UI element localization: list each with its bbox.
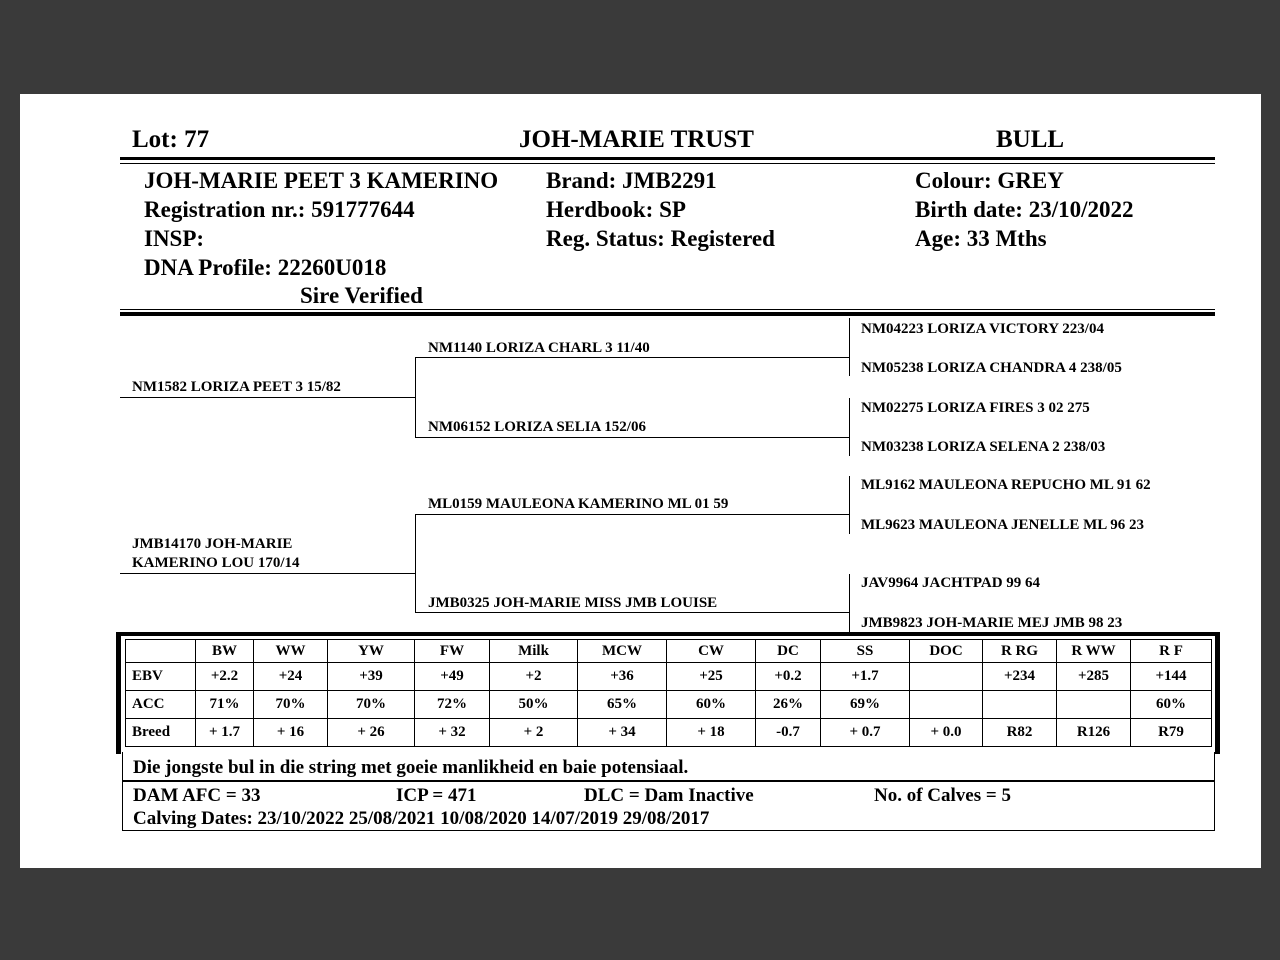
pedigree-sire: NM1582 LORIZA PEET 3 15/82: [132, 379, 341, 395]
pedigree-line: [849, 318, 850, 376]
dam-calves: No. of Calves = 5: [874, 785, 1011, 806]
breed-row-label: Breed: [126, 719, 196, 747]
breed-cell: + 16: [254, 719, 328, 747]
acc-cell: 65%: [578, 691, 667, 719]
acc-cell: 70%: [328, 691, 415, 719]
breed-cell: + 18: [667, 719, 756, 747]
pedigree-gg: JMB9823 JOH-MARIE MEJ JMB 98 23: [861, 615, 1123, 631]
ebv-cell: +234: [983, 663, 1057, 691]
pedigree-line: [849, 574, 850, 632]
ebv-header-cell: BW: [196, 640, 254, 663]
comment-text: Die jongste bul in die string met goeie manlikheid en baie potensiaal.: [133, 757, 689, 778]
acc-row-label: ACC: [126, 691, 196, 719]
herdbook: Herdbook: SP: [546, 197, 686, 222]
pedigree-dam-dam: JMB0325 JOH-MARIE MISS JMB LOUISE: [428, 595, 718, 611]
dna-profile: DNA Profile: 22260U018: [144, 255, 387, 280]
breed-cell: + 1.7: [196, 719, 254, 747]
pedigree-sire-dam: NM06152 LORIZA SELIA 152/06: [428, 419, 646, 435]
breed-cell: + 32: [415, 719, 490, 747]
pedigree-gg: ML9623 MAULEONA JENELLE ML 96 23: [861, 517, 1144, 533]
sire-verified: Sire Verified: [300, 283, 423, 308]
acc-cell: [910, 691, 983, 719]
info-rule-thick: [120, 312, 1215, 316]
pedigree-dam: KAMERINO LOU 170/14: [132, 555, 300, 571]
pedigree-line: [120, 397, 416, 398]
ebv-cell: +1.7: [821, 663, 910, 691]
pedigree-gg: NM05238 LORIZA CHANDRA 4 238/05: [861, 360, 1122, 376]
ebv-cell: [910, 663, 983, 691]
ebv-header-cell: FW: [415, 640, 490, 663]
acc-row: [126, 691, 1212, 719]
pedigree-dam: JMB14170 JOH-MARIE: [132, 536, 293, 552]
ebv-header-cell: Milk: [490, 640, 578, 663]
registration-number: Registration nr.: 591777644: [144, 197, 415, 222]
age: Age: 33 Mths: [915, 226, 1047, 251]
ebv-header-cell: YW: [328, 640, 415, 663]
pedigree-gg: NM03238 LORIZA SELENA 2 238/03: [861, 439, 1106, 455]
ebv-header-cell: R RG: [983, 640, 1057, 663]
lot-number: Lot: 77: [132, 126, 210, 153]
breed-row: [126, 719, 1212, 747]
pedigree-gg: ML9162 MAULEONA REPUCHO ML 91 62: [861, 477, 1151, 493]
ebv-header-cell: R WW: [1057, 640, 1131, 663]
dam-afc: DAM AFC = 33: [133, 785, 261, 806]
breeder-name: JOH-MARIE TRUST: [519, 126, 754, 153]
breed-cell: + 2: [490, 719, 578, 747]
pedigree-gg: NM04223 LORIZA VICTORY 223/04: [861, 321, 1104, 337]
ebv-header-cell: SS: [821, 640, 910, 663]
pedigree-line: [120, 573, 416, 574]
ebv-cell: +144: [1131, 663, 1212, 691]
animal-name: JOH-MARIE PEET 3 KAMERINO: [144, 168, 499, 193]
breed-cell: + 0.7: [821, 719, 910, 747]
ebv-cell: +0.2: [756, 663, 821, 691]
pedigree-line: [415, 437, 849, 438]
ebv-cell: +36: [578, 663, 667, 691]
pedigree-line: [849, 476, 850, 534]
pedigree-line: [415, 514, 416, 612]
breed-cell: R82: [983, 719, 1057, 747]
brand: Brand: JMB2291: [546, 168, 717, 193]
info-rule-thin: [120, 309, 1215, 310]
insp-label: INSP:: [144, 226, 205, 251]
breed-cell: + 26: [328, 719, 415, 747]
ebv-cell: +49: [415, 663, 490, 691]
pedigree-line: [415, 357, 416, 438]
acc-cell: 26%: [756, 691, 821, 719]
ebv-header-cell: WW: [254, 640, 328, 663]
colour: Colour: GREY: [915, 168, 1064, 193]
pedigree-gg: JAV9964 JACHTPAD 99 64: [861, 575, 1041, 591]
ebv-header-cell: MCW: [578, 640, 667, 663]
ebv-row-label: EBV: [126, 663, 196, 691]
ebv-header-cell: DOC: [910, 640, 983, 663]
ebv-row: [126, 663, 1212, 691]
breed-cell: R126: [1057, 719, 1131, 747]
breed-cell: + 0.0: [910, 719, 983, 747]
header-rule-thick: [120, 157, 1215, 160]
animal-sex: BULL: [996, 126, 1065, 153]
acc-cell: 71%: [196, 691, 254, 719]
breed-cell: -0.7: [756, 719, 821, 747]
calving-dates: Calving Dates: 23/10/2022 25/08/2021 10/08/2020 14/07/2019 29/08/2017: [133, 808, 710, 829]
acc-cell: 60%: [667, 691, 756, 719]
dam-icp: ICP = 471: [396, 785, 477, 806]
ebv-cell: +24: [254, 663, 328, 691]
breed-cell: R79: [1131, 719, 1212, 747]
reg-status: Reg. Status: Registered: [546, 226, 775, 251]
comment-box: [122, 752, 1215, 781]
dam-dlc: DLC = Dam Inactive: [584, 785, 754, 806]
ebv-header-cell: [126, 640, 196, 663]
dam-info-box: [122, 781, 1215, 831]
acc-cell: [983, 691, 1057, 719]
header-rule-thin: [120, 163, 1215, 164]
birth-date: Birth date: 23/10/2022: [915, 197, 1134, 222]
acc-cell: 70%: [254, 691, 328, 719]
breed-cell: + 34: [578, 719, 667, 747]
pedigree-line: [415, 612, 849, 613]
ebv-cell: +285: [1057, 663, 1131, 691]
acc-cell: 60%: [1131, 691, 1212, 719]
ebv-header-cell: CW: [667, 640, 756, 663]
pedigree-dam-sire: ML0159 MAULEONA KAMERINO ML 01 59: [428, 496, 729, 512]
acc-cell: 72%: [415, 691, 490, 719]
ebv-table: [125, 639, 1212, 747]
ebv-cell: +2.2: [196, 663, 254, 691]
ebv-header-row: [126, 640, 1212, 663]
pedigree-line: [849, 398, 850, 456]
ebv-cell: +39: [328, 663, 415, 691]
ebv-cell: +2: [490, 663, 578, 691]
pedigree-gg: NM02275 LORIZA FIRES 3 02 275: [861, 400, 1090, 416]
acc-cell: 50%: [490, 691, 578, 719]
ebv-header-cell: DC: [756, 640, 821, 663]
ebv-header-cell: R F: [1131, 640, 1212, 663]
pedigree-line: [415, 357, 849, 358]
ebv-cell: +25: [667, 663, 756, 691]
pedigree-sire-sire: NM1140 LORIZA CHARL 3 11/40: [428, 340, 650, 356]
acc-cell: 69%: [821, 691, 910, 719]
acc-cell: [1057, 691, 1131, 719]
pedigree-line: [415, 514, 849, 515]
